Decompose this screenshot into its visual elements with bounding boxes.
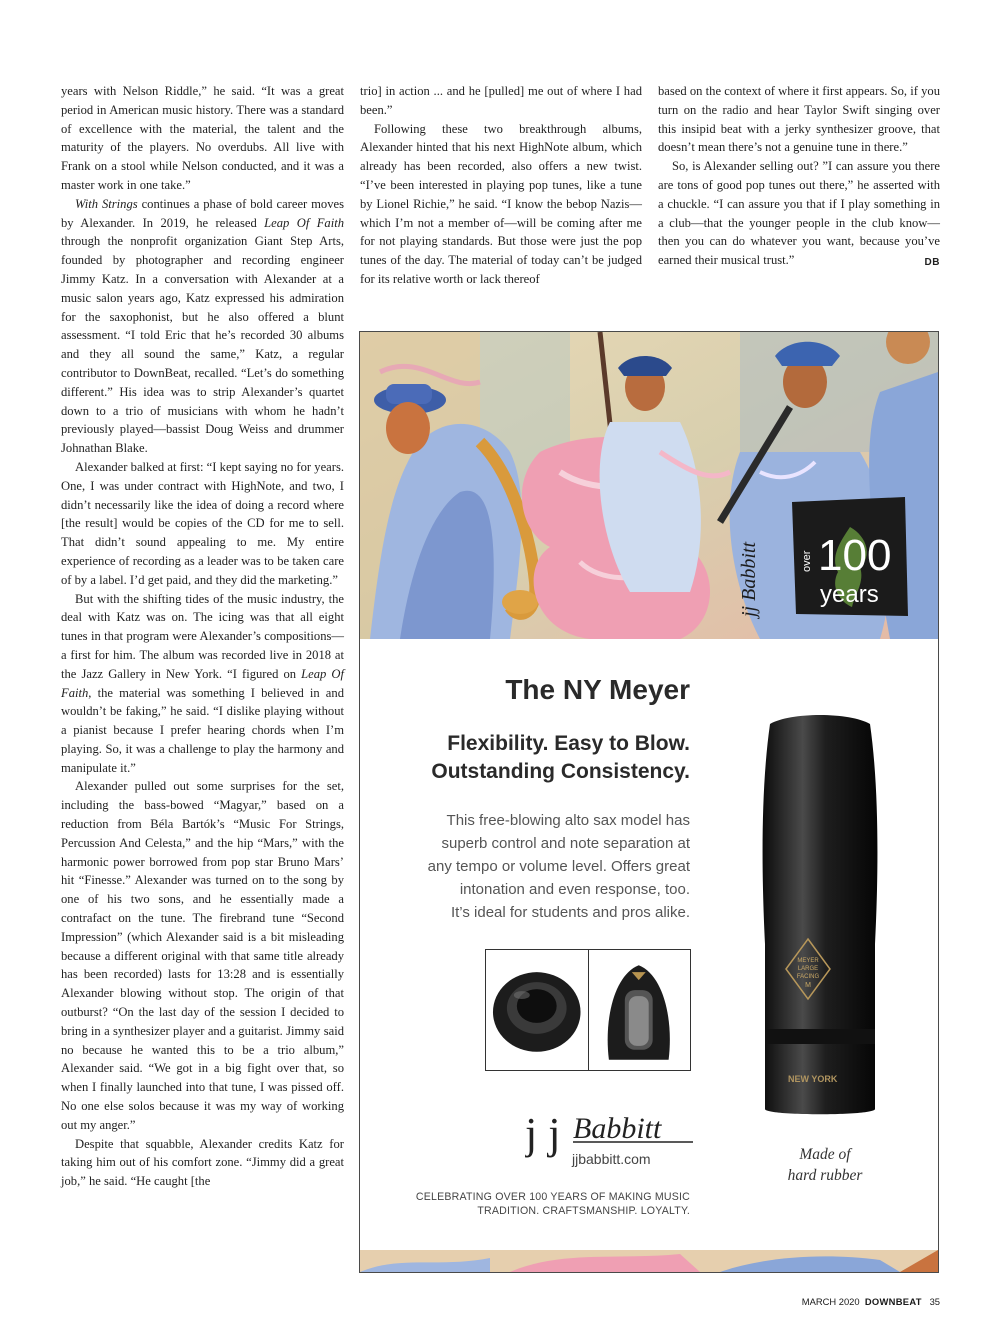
end-mark: DB	[924, 257, 940, 269]
paragraph-text: based on the context of where it first appears. So, if you turn on the radio and hear Taylor Swift singing over this insipid beat with a jerky synthesizer groove, that doesn’t mean there’s not a genuine tune in there.”	[658, 84, 940, 155]
mouthpiece-logo-line: LARGE	[797, 966, 819, 972]
article-paragraph	[61, 82, 344, 195]
mouthpiece-bottom-view-photo	[588, 950, 691, 1070]
advertisement	[359, 331, 939, 1273]
article-column-2	[360, 82, 642, 289]
ad-tagline	[360, 730, 690, 786]
article-paragraph	[360, 82, 642, 120]
album-title: Leap Of Faith	[264, 215, 344, 230]
mouthpiece-photo	[750, 714, 890, 1119]
mouthpiece-logo-line: MEYER	[797, 958, 819, 964]
mouthpiece-photo-pair	[485, 949, 691, 1071]
paragraph-text: , the material was something I believed in and wouldn’t be faking,” he said. “I dislike playing without a pianist because I prefer hearing chords when I’m playing. So, it was a challenge to play the harmony and manipulate it.”	[61, 685, 344, 775]
jazz-painting	[360, 332, 938, 639]
article-paragraph	[61, 590, 344, 778]
ad-footer-line: CELEBRATING OVER 100 YEARS OF MAKING MUSIC	[415, 1191, 690, 1203]
mouthpiece-logo-line: FACING	[796, 974, 820, 980]
ad-body-copy	[380, 809, 690, 924]
mouthpiece-logo-line: M	[805, 982, 811, 989]
ad-caption-line: hard rubber	[787, 1167, 863, 1184]
ad-footer-slogan	[400, 1190, 690, 1218]
logo-over-text: over	[801, 550, 813, 572]
ad-body-line: intonation and even response, too.	[459, 881, 690, 898]
ad-caption	[750, 1144, 900, 1186]
album-title: With Strings	[75, 196, 138, 211]
article-paragraph	[61, 195, 344, 458]
paragraph-text: But with the shifting tides of the music industry, the deal with Katz was on. The icing was that all eight tunes in that program were Alexander’s compositions—a first for him. The album was recorded live in 2018 at the Jazz Gallery in New York. “I figured on	[61, 591, 344, 681]
ad-body-line: superb control and note separation at	[441, 835, 690, 852]
ad-tagline-line: Outstanding Consistency.	[431, 760, 690, 783]
brand-vertical-text: jj Babbitt	[738, 542, 760, 617]
article-paragraph	[61, 777, 344, 1134]
article-paragraph	[61, 1135, 344, 1191]
ad-tagline-line: Flexibility. Easy to Blow.	[447, 732, 690, 755]
paragraph-text: continues a phase of bold career moves by Alexander. In 2019, he released	[61, 196, 344, 230]
paragraph-text: years with Nelson Riddle,” he said. “It was a great period in American music history. There was a standard of excellence with the material, the talent and the maturity of the players. No overdubs. All live with Frank on a stool while Nelson conducted, and it was a master work in one take.”	[61, 84, 344, 192]
logo-100-text: 100	[818, 531, 892, 580]
paragraph-text: So, is Alexander selling out? ”I can assure you there are tons of good pop tunes out there,” he asserted with a chuckle. “I can assure you that if I play something in a club—that the younger people in the club know—then you can do whatever you want, because you’ve earned their musical trust.”	[658, 159, 940, 268]
folio-magazine: DOWNBEAT	[864, 1296, 922, 1307]
article-column-1	[61, 82, 344, 1191]
paragraph-text: Alexander pulled out some surprises for the set, including the bass-bowed “Magyar,” based on a reduction from Béla Bartók’s “Music For Strings, Percussion And Celesta,” and the hip “Mars,” with the harmonic power borrowed from pop star Bruno Mars’ hit “Finesse.” Alexander was turned on to the song by one of his two sons, and he essentially made a contrafact on the tune. The firebrand tune “Second Impression” (which Alexander said is a bit misleading because a different original with that same title already has been recorded) lasts for 13:28 and is essentially Alexander blowing without stop. The origin of that outburst? “On the last day of the session I decided to bring in a synthesizer player and a guitarist. Jimmy said no because he wanted this to be a trio album,” Alexander said. “We got in a big fight over that, so when I finally launched into that tune, I was pissed off. No one else solos because it was my way of working out my anger.”	[61, 779, 344, 1132]
mouthpiece-new-york-text: NEW YORK	[788, 1074, 838, 1084]
ad-body-line: any tempo or volume level. Offers great	[427, 858, 690, 875]
paragraph-text: through the nonprofit organization Giant Step Arts, founded by photographer and recording engineer Jimmy Katz. In a conversation with Alexander at a music salon years ago, Katz expressed his admiration for the saxophonist, but he also offered a blunt assessment. “I told Eric that he’s recorded 30 albums and they all sound the same,” Katz, a regular contributor to DownBeat, recalled. “Let’s do something different.” His idea was to strip Alexander’s quartet down to a trio of musicians with whom he hadn’t previously played—bassist Doug Weiss and drummer Johnathan Blake.	[61, 234, 344, 456]
article-column-3-body	[658, 82, 940, 270]
brand-babbitt-text: Babbitt	[573, 1112, 662, 1145]
ad-body-line: It’s ideal for students and pros alike.	[450, 904, 690, 921]
folio-page-number: 35	[929, 1296, 940, 1307]
folio-date: MARCH 2020	[801, 1296, 860, 1307]
ad-caption-line: Made of	[799, 1146, 851, 1163]
album-title: Leap Of Faith	[61, 666, 344, 700]
paragraph-text: Following these two breakthrough albums, Alexander hinted that his next HighNote album, which already has been recorded, also offers a new twist. “I’ve been interested in playing pop tunes, like a tune by Lionel Richie,” he said. “I know the bebop Nazis—which I’m not a member of—will be coming after me for not playing standards. But those were just the pop tunes of the day. The material of today can’t be judged for its relative worth or lack thereof	[360, 121, 642, 286]
article-paragraph	[61, 458, 344, 590]
ad-headline: The NY Meyer	[505, 674, 690, 705]
page-folio	[700, 1296, 940, 1307]
mouthpiece-end-view-photo	[486, 950, 588, 1070]
painting-bottom-strip	[360, 1250, 938, 1272]
article-paragraph	[360, 120, 642, 289]
paragraph-text: Despite that squabble, Alexander credits Katz for taking him out of his comfort zone. “Jimmy did a great job,” he said. “He caught [the	[61, 1136, 344, 1189]
article-paragraph	[658, 82, 940, 157]
paragraph-text: Alexander balked at first: “I kept saying no for years. One, I was under contract with HighNote, and two, I didn’t necessarily like the idea of doing a record where [the result] would be copies of the CD for me to sell. That didn’t sound appealing to me. My entire experience of recording as a leader was to be taken care of by a label. I’d get paid, and they did the marketing.”	[61, 459, 344, 587]
article-column-3	[658, 82, 940, 273]
brand-url: jjbabbitt.com	[572, 1151, 651, 1167]
ad-body-line: This free-blowing alto sax model has	[446, 812, 690, 829]
paragraph-text: trio] in action ... and he [pulled] me out of where I had been.”	[360, 84, 642, 117]
article-paragraph	[658, 157, 940, 270]
ad-footer-line: TRADITION. CRAFTSMANSHIP. LOYALTY.	[477, 1205, 690, 1217]
brand-jj-text: j j	[525, 1109, 561, 1158]
logo-years-text: years	[820, 581, 879, 608]
